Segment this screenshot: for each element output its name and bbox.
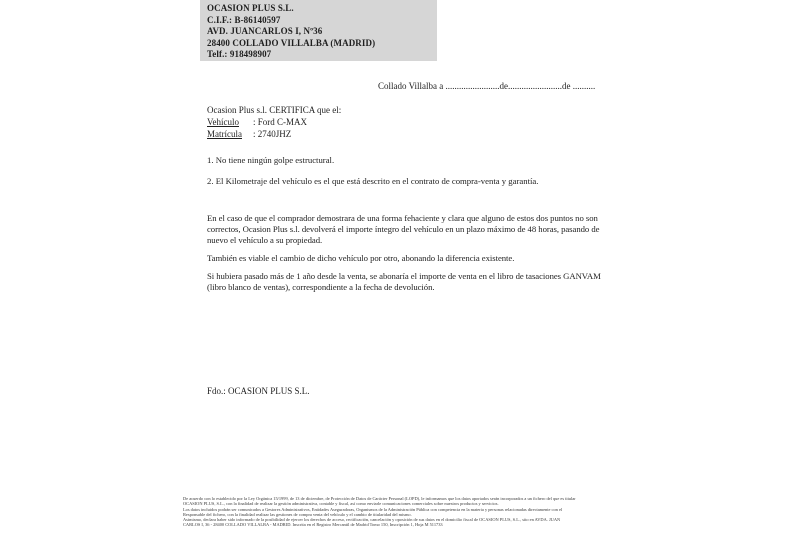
clause-2: 2. El Kilometraje del vehículo es el que está descrito en el contrato de compra-venta y garantía.	[207, 176, 539, 186]
company-phone: Telf.: 918498907	[207, 49, 272, 60]
clause-1: 1. No tiene ningún golpe estructural.	[207, 155, 335, 165]
plate-separator: :	[253, 129, 258, 139]
company-cif: C.I.F.: B-86140597	[207, 14, 281, 25]
vehicle-value: Ford C-MAX	[257, 117, 308, 127]
legal-line: CARLOS I, 36 - 28400 COLLADO VILLALBA - MADRID. Inscrita en el Registro Mercantil de Madrid Tomo 150, Inscripción 1, Hoja M 511733	[183, 522, 443, 528]
paragraph-ganvam-valuation: Si hubiera pasado más de 1 año desde la venta, se abonaría el importe de venta en el libro de tasaciones GANVAM (libro blanco de ventas), correspondiente a la fecha de devolución.	[207, 271, 601, 293]
plate-label: Matrícula	[207, 129, 242, 139]
company-address: AVD. JUANCARLOS I, Nº36	[207, 26, 323, 37]
legal-line: Responsable del fichero, con la finalidad realizar las gestiones de compra venta del vehículo y el cambio de titularidad del mismo.	[183, 511, 412, 517]
date-fill-in-line: Collado Villalba a ........................de........................de ..........	[378, 81, 596, 91]
plate-line	[207, 128, 341, 140]
paragraph-exchange-option: También es viable el cambio de dicho vehículo por otro, abonando la diferencia existente.	[207, 253, 515, 263]
vehicle-separator: :	[253, 117, 258, 127]
company-city: 28400 COLLADO VILLALBA (MADRID)	[207, 37, 376, 48]
certification-block	[207, 104, 341, 140]
legal-line: Los datos incluidos podrán ser comunicados a Gestores Administrativos, Entidades Aseguradoras, Organismos de la Administración Pública con competencia en la materia y personas relacionadas directamente con el	[183, 506, 563, 512]
letterhead-box	[200, 0, 437, 61]
legal-line: De acuerdo con lo establecido por la Ley Orgánica 15/1999, de 13 de diciembre, de Protección de Datos de Carácter Personal (LOPD), le informamos que los datos aportados serán incorporados a un fichero del que es titular	[183, 496, 576, 501]
legal-footer	[183, 496, 628, 528]
company-name: OCASION PLUS S.L.	[207, 3, 294, 13]
vehicle-label: Vehículo	[207, 117, 239, 127]
signature-line: Fdo.: OCASION PLUS S.L.	[207, 386, 310, 396]
legal-line: Asimismo, declara haber sido informado de la posibilidad de ejercer los derechos de acceso, rectificación, cancelación y oposición de sus datos en el domicilio fiscal de OCASION PLUS, S.L., sito en AVDA. JUAN	[183, 517, 561, 522]
plate-value: 2740JHZ	[257, 129, 292, 139]
vehicle-line	[207, 116, 341, 128]
paragraph-refund-terms: En el caso de que el comprador demostrara de una forma fehaciente y clara que alguno de estos dos puntos no son correctos, Ocasion Plus s.l. devolverá el importe íntegro del vehículo en un plazo máximo de 48 horas, pasando de nuevo el vehículo a su propiedad.	[207, 213, 600, 246]
legal-line: OCASION PLUS, S.L., con la finalidad de realizar la gestión administrativa, contable y fiscal, así como enviarle comunicaciones comerciales sobre nuestros productos y servicios.	[183, 501, 499, 507]
certifica-line: Ocasion Plus s.l. CERTIFICA que el:	[207, 105, 342, 115]
